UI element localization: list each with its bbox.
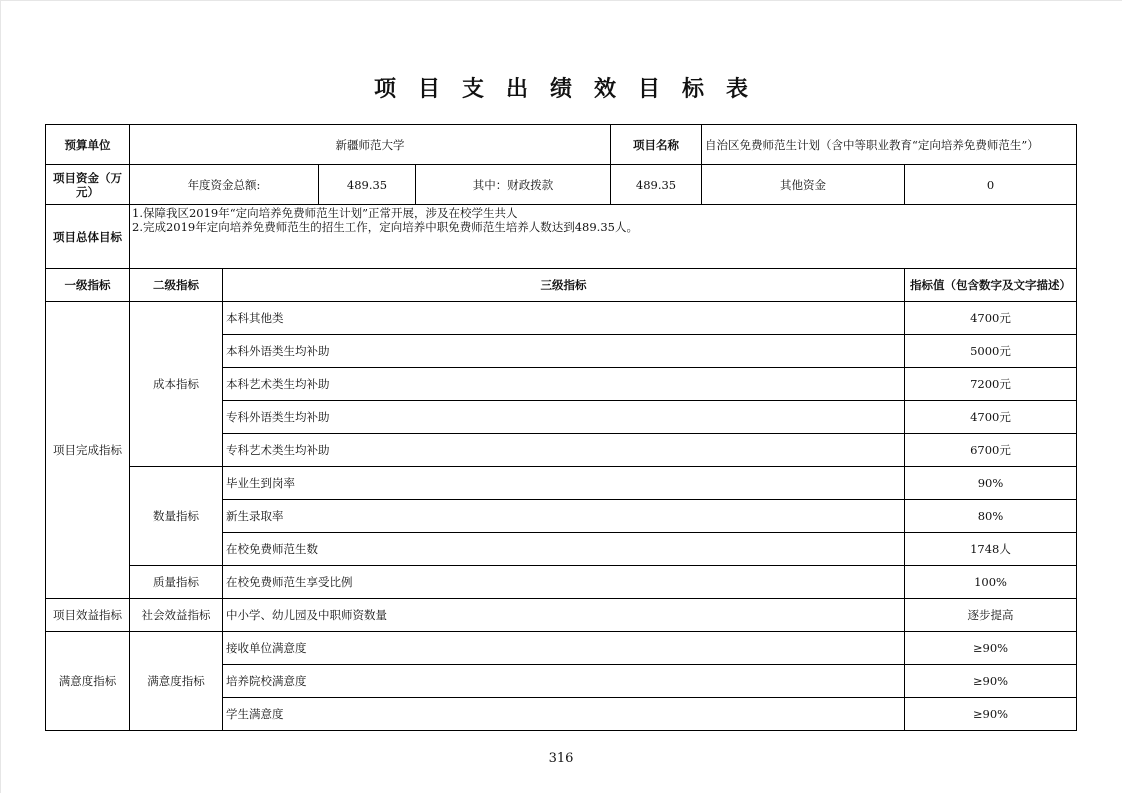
indicator-value: 4700元 xyxy=(905,302,1077,335)
funds-other-label: 其他资金 xyxy=(702,165,905,205)
page-edge-left xyxy=(0,0,1,793)
table-row xyxy=(46,632,1077,665)
indicator-value: ≥90% xyxy=(905,632,1077,665)
page-edge-top xyxy=(0,0,1122,1)
level3-name: 专科外语类生均补助 xyxy=(223,401,905,434)
row-budget-unit xyxy=(46,125,1077,165)
level1-benefit: 项目效益指标 xyxy=(46,599,130,632)
column-header-level2: 二级指标 xyxy=(130,269,223,302)
indicator-value: 80% xyxy=(905,500,1077,533)
level3-name: 接收单位满意度 xyxy=(223,632,905,665)
level3-name: 在校免费师范生数 xyxy=(223,533,905,566)
indicator-value: 5000元 xyxy=(905,335,1077,368)
goal-line: 1.保障我区2019年“定向培养免费师范生计划”正常开展，涉及在校学生共人 xyxy=(132,206,518,220)
indicator-value: 6700元 xyxy=(905,434,1077,467)
goals-text xyxy=(130,205,1077,269)
goal-line: 2.完成2019年定向培养免费师范生的招生工作，定向培养中职免费师范生培养人数达到489.35人。 xyxy=(132,220,638,234)
row-column-headers xyxy=(46,269,1077,302)
funds-total-label: 年度资金总额: xyxy=(130,165,319,205)
indicator-value: 1748人 xyxy=(905,533,1077,566)
level3-name: 学生满意度 xyxy=(223,698,905,731)
funds-fiscal-label: 其中：财政拨款 xyxy=(416,165,611,205)
indicator-value: 逐步提高 xyxy=(905,599,1077,632)
indicator-value: 7200元 xyxy=(905,368,1077,401)
table-row xyxy=(46,302,1077,335)
budget-unit-value: 新疆师范大学 xyxy=(130,125,611,165)
level1-completion: 项目完成指标 xyxy=(46,302,130,599)
level3-name: 在校免费师范生享受比例 xyxy=(223,566,905,599)
table-row xyxy=(46,467,1077,500)
level3-name: 专科艺术类生均补助 xyxy=(223,434,905,467)
column-header-value: 指标值（包含数字及文字描述） xyxy=(905,269,1077,302)
page-title: 项目支出绩效目标表 xyxy=(373,77,770,102)
project-name-label: 项目名称 xyxy=(611,125,702,165)
level2-satisfaction: 满意度指标 xyxy=(130,632,223,731)
level3-name: 中小学、幼儿园及中职师资数量 xyxy=(223,599,905,632)
row-funds xyxy=(46,165,1077,205)
level3-name: 培养院校满意度 xyxy=(223,665,905,698)
funds-other-value: 0 xyxy=(905,165,1077,205)
goals-label: 项目总体目标 xyxy=(46,205,130,269)
level2-quantity: 数量指标 xyxy=(130,467,223,566)
table-row xyxy=(46,566,1077,599)
level2-cost: 成本指标 xyxy=(130,302,223,467)
indicator-value: 90% xyxy=(905,467,1077,500)
indicator-value: ≥90% xyxy=(905,665,1077,698)
level3-name: 毕业生到岗率 xyxy=(223,467,905,500)
level2-quality: 质量指标 xyxy=(130,566,223,599)
page-number: 316 xyxy=(548,751,574,766)
level3-name: 本科其他类 xyxy=(223,302,905,335)
table-row xyxy=(46,599,1077,632)
column-header-level3: 三级指标 xyxy=(223,269,905,302)
funds-fiscal-value: 489.35 xyxy=(611,165,702,205)
indicator-value: 100% xyxy=(905,566,1077,599)
level2-social: 社会效益指标 xyxy=(130,599,223,632)
funds-total-value: 489.35 xyxy=(319,165,416,205)
level3-name: 本科艺术类生均补助 xyxy=(223,368,905,401)
level3-name: 本科外语类生均补助 xyxy=(223,335,905,368)
performance-target-table xyxy=(45,124,1077,731)
budget-unit-label: 预算单位 xyxy=(46,125,130,165)
row-goals xyxy=(46,205,1077,269)
indicator-value: 4700元 xyxy=(905,401,1077,434)
column-header-level1: 一级指标 xyxy=(46,269,130,302)
project-name-value: 自治区免费师范生计划（含中等职业教育“定向培养免费师范生”） xyxy=(702,125,1077,165)
funds-label: 项目资金（万元） xyxy=(46,165,130,205)
level3-name: 新生录取率 xyxy=(223,500,905,533)
indicator-value: ≥90% xyxy=(905,698,1077,731)
level1-satisfaction: 满意度指标 xyxy=(46,632,130,731)
